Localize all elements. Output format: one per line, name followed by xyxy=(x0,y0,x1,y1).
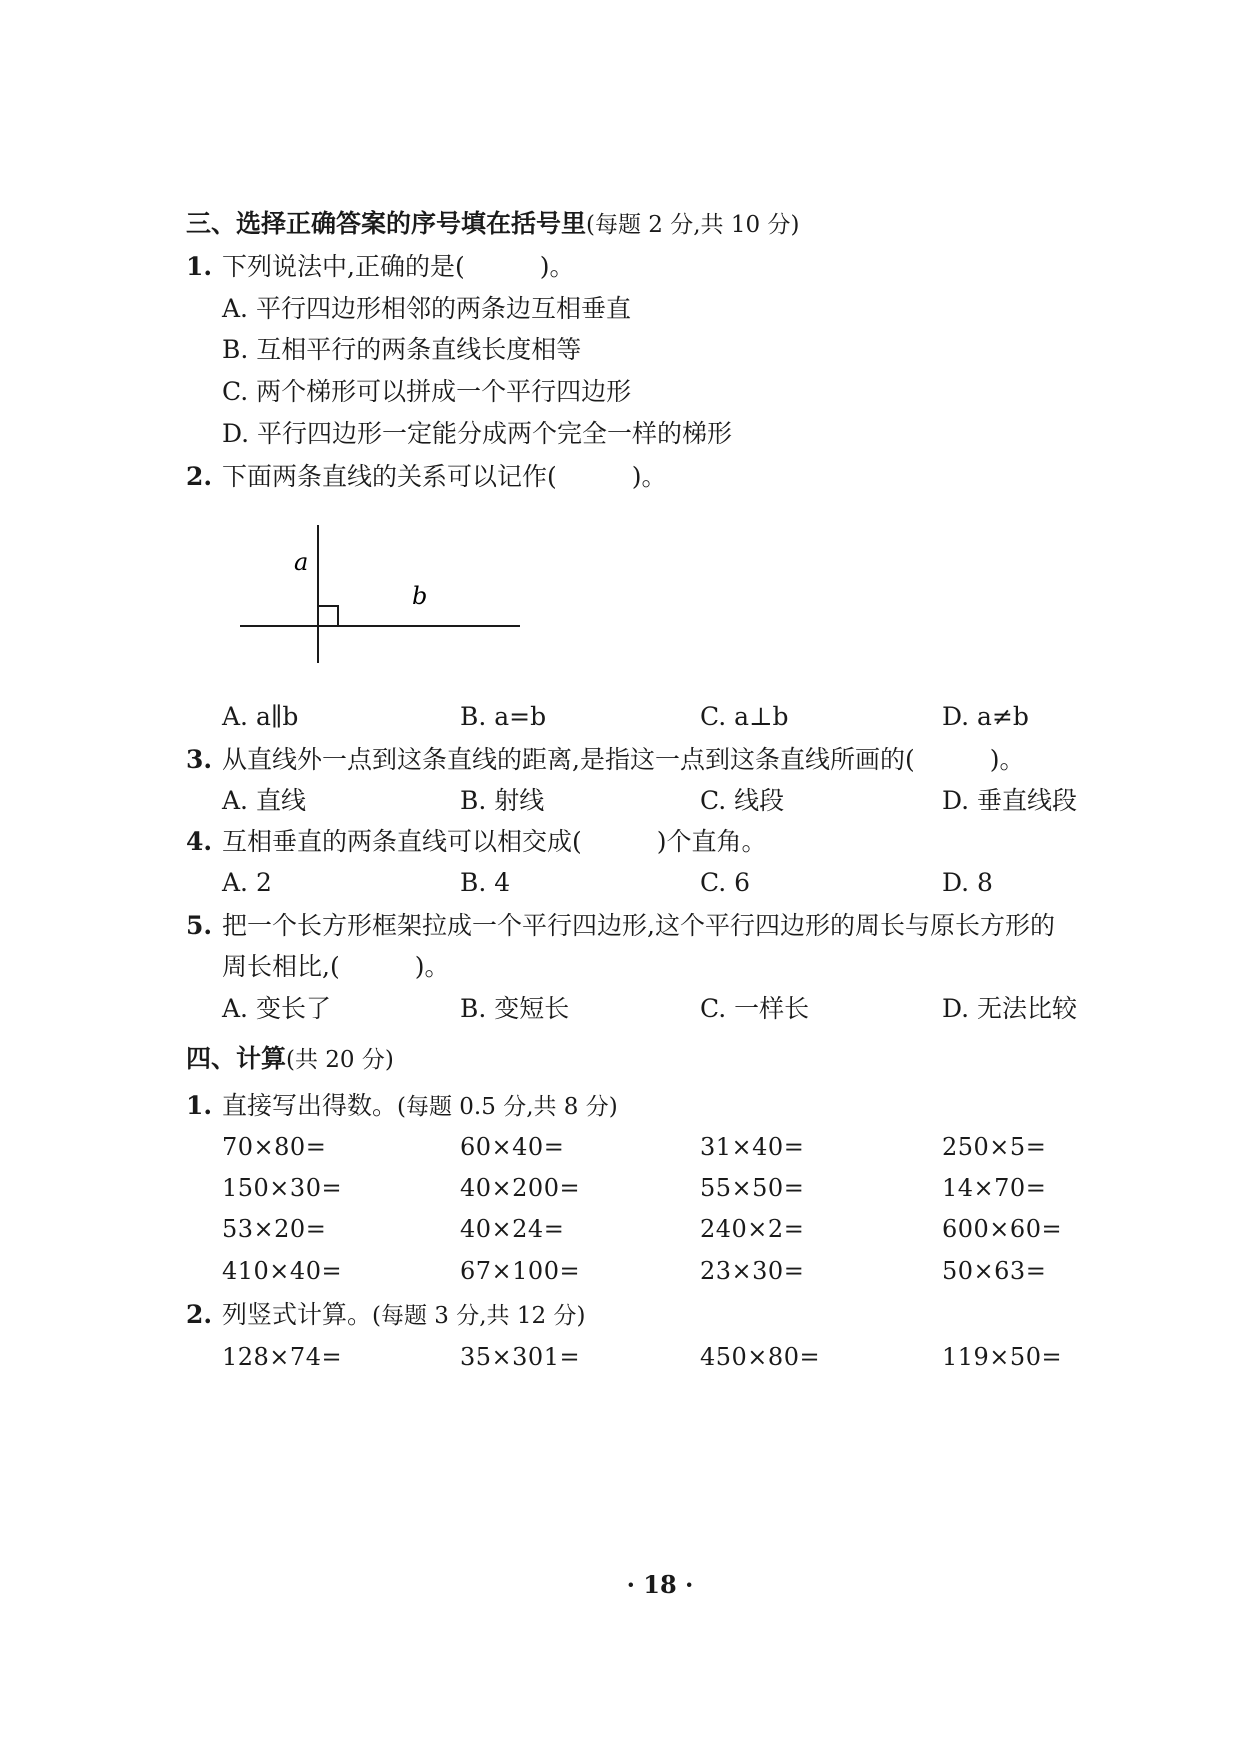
section-4-heading xyxy=(186,1044,394,1075)
section-4-title: 四、计算 xyxy=(186,1044,287,1073)
q4-option-a: A. 2 xyxy=(222,868,272,897)
question-number: 2. xyxy=(186,462,213,491)
right-angle-mark xyxy=(318,606,338,626)
calc-item: 410×40= xyxy=(222,1257,343,1285)
calc-question-1 xyxy=(186,1091,618,1122)
q3-option-d: D. 垂直线段 xyxy=(942,786,1078,815)
q1-option-b: B. 互相平行的两条直线长度相等 xyxy=(222,335,582,364)
q3-option-b: B. 射线 xyxy=(460,786,545,815)
question-text: 把一个长方形框架拉成一个平行四边形,这个平行四边形的周长与原长方形的 xyxy=(222,911,1055,940)
q1-option-d: D. 平行四边形一定能分成两个完全一样的梯形 xyxy=(222,419,733,448)
question-text: 互相垂直的两条直线可以相交成( )个直角。 xyxy=(222,827,767,856)
calc-item: 240×2= xyxy=(700,1215,805,1243)
page-number: · 18 · xyxy=(626,1570,694,1599)
question-text: 下列说法中,正确的是( )。 xyxy=(222,252,575,281)
question-5 xyxy=(186,911,1055,941)
question-number: 3. xyxy=(186,745,213,774)
q2-option-a: A. a∥b xyxy=(222,702,299,731)
label-b: b xyxy=(412,582,428,610)
vertical-calc-item: 128×74= xyxy=(222,1343,343,1371)
q5-option-d: D. 无法比较 xyxy=(942,994,1078,1023)
question-3 xyxy=(186,745,1024,775)
perpendicular-lines-figure xyxy=(230,515,530,675)
q3-option-a: A. 直线 xyxy=(222,786,306,815)
calc-item: 31×40= xyxy=(700,1133,805,1161)
question-number: 1. xyxy=(186,252,213,281)
question-note: (每题 0.5 分,共 8 分) xyxy=(397,1094,618,1120)
section-3-heading xyxy=(186,209,799,240)
q4-option-b: B. 4 xyxy=(460,868,511,897)
question-text: 直接写出得数。 xyxy=(222,1091,398,1120)
calc-question-2 xyxy=(186,1300,585,1331)
section-4-note: (共 20 分) xyxy=(286,1047,394,1073)
question-1 xyxy=(186,252,574,282)
question-5-continued: 周长相比,( )。 xyxy=(222,952,450,981)
calc-item: 250×5= xyxy=(942,1133,1047,1161)
q5-option-a: A. 变长了 xyxy=(222,994,331,1023)
question-note: (每题 3 分,共 12 分) xyxy=(372,1303,586,1329)
q5-option-c: C. 一样长 xyxy=(700,994,810,1023)
question-text: 下面两条直线的关系可以记作( )。 xyxy=(222,462,667,491)
label-a: a xyxy=(294,548,309,576)
calc-item: 53×20= xyxy=(222,1215,327,1243)
q4-option-d: D. 8 xyxy=(942,868,993,897)
calc-item: 40×24= xyxy=(460,1215,565,1243)
q1-option-c: C. 两个梯形可以拼成一个平行四边形 xyxy=(222,377,632,406)
question-text: 从直线外一点到这条直线的距离,是指这一点到这条直线所画的( )。 xyxy=(222,745,1025,774)
vertical-calc-item: 119×50= xyxy=(942,1343,1063,1371)
q2-option-c: C. a⊥b xyxy=(700,702,789,731)
question-number: 4. xyxy=(186,827,213,856)
section-3-title: 三、选择正确答案的序号填在括号里 xyxy=(186,209,587,238)
calc-item: 67×100= xyxy=(460,1257,581,1285)
vertical-calc-item: 35×301= xyxy=(460,1343,581,1371)
section-3-note: (每题 2 分,共 10 分) xyxy=(586,212,800,238)
calc-item: 70×80= xyxy=(222,1133,327,1161)
calc-item: 150×30= xyxy=(222,1174,343,1202)
calc-item: 600×60= xyxy=(942,1215,1063,1243)
q2-option-b: B. a=b xyxy=(460,702,547,731)
calc-item: 40×200= xyxy=(460,1174,581,1202)
question-number: 5. xyxy=(186,911,213,940)
q3-option-c: C. 线段 xyxy=(700,786,785,815)
question-4 xyxy=(186,827,767,857)
question-2 xyxy=(186,462,667,492)
q1-option-a: A. 平行四边形相邻的两条边互相垂直 xyxy=(222,294,631,323)
question-text: 列竖式计算。 xyxy=(222,1300,373,1329)
vertical-calc-item: 450×80= xyxy=(700,1343,821,1371)
q2-option-d: D. a≠b xyxy=(942,702,1029,731)
q5-option-b: B. 变短长 xyxy=(460,994,570,1023)
q4-option-c: C. 6 xyxy=(700,868,751,897)
question-number: 2. xyxy=(186,1300,213,1329)
calc-item: 60×40= xyxy=(460,1133,565,1161)
calc-item: 50×63= xyxy=(942,1257,1047,1285)
question-number: 1. xyxy=(186,1091,213,1120)
calc-item: 23×30= xyxy=(700,1257,805,1285)
calc-item: 55×50= xyxy=(700,1174,805,1202)
calc-item: 14×70= xyxy=(942,1174,1047,1202)
